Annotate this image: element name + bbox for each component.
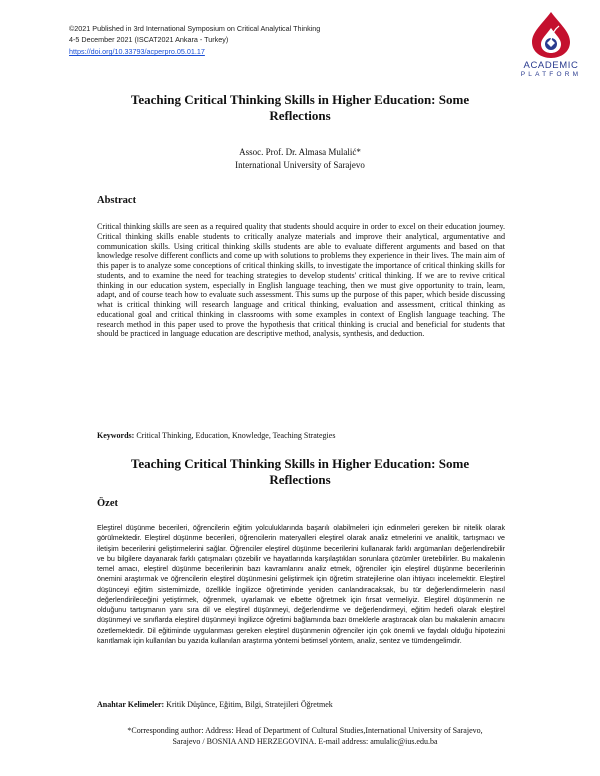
correspondence-line-1: *Corresponding author: Address: Head of Department of Cultural Studies,International University of Sarajevo, bbox=[127, 726, 483, 735]
keywords-en bbox=[97, 431, 517, 440]
keywords-tr-list: Kritik Düşünce, Eğitim, Bilgi, Stratejileri Öğretmek bbox=[166, 700, 333, 709]
abstract-text: Critical thinking skills are seen as a required quality that students should acquire in order to excel on their education journey. Critical thinking skills enable students to critically analyze materials and improve their analytical, argumentative and communication skills. Using critical thinking skills students are able to evaluate different arguments and based on that knowledge resolve different conflicts and come up with solutions to problems they experience in their lives. The main aim of this paper is to analyze some conceptions of critical thinking skills, to investigate the importance of critical thinking skills for students, and to examine the need for teaching strategies to develop students' critical thinking. If we are to revive critical thinking in our education system, especially in English language teaching, then we must give opportunity to train, learn, adapt, and of course teach how to evaluate such assessment. This sums up the purpose of this paper, which beside discussing what is critical thinking will research language and critical thinking, evaluation and assessment, critical thinking as educational goal and critical thinking in classrooms with some examples in context of English language teaching. The research method in this paper used to prove the hypothesis that critical thinking is crucial and beneficial for students that should be practiced in language education are descriptive method, analysis, synthesis, and deduction. bbox=[97, 222, 505, 339]
publication-line: ©2021 Published in 3rd International Symposium on Critical Analytical Thinking bbox=[69, 24, 321, 33]
author-name: Assoc. Prof. Dr. Almasa Mulalić* bbox=[239, 147, 361, 157]
author-affiliation: International University of Sarajevo bbox=[235, 160, 365, 170]
keywords-label: Keywords: bbox=[97, 431, 135, 440]
logo-text-academic: ACADEMIC bbox=[523, 60, 579, 71]
paper-title: Teaching Critical Thinking Skills in Higher Education: Some Reflections bbox=[130, 92, 470, 123]
publication-header bbox=[69, 24, 399, 58]
logo-emblem-icon bbox=[527, 10, 575, 60]
keywords-tr bbox=[97, 700, 517, 709]
ozet-heading: Özet bbox=[97, 498, 118, 509]
publication-dates: 4-5 December 2021 (ISCAT2021 Ankara - Turkey) bbox=[69, 34, 229, 44]
ozet-text: Eleştirel düşünme becerileri, öğrencilerin eğitim yolculuklarında başarılı olabilmeleri için edinmeleri gereken bir nitelik olarak görülmektedir. Eleştirel düşünme becerileri, öğrencilerin materyalleri eleştirel olarak analiz etmelerini ve analitik, tartışmacı ve iletişim becerilerini geliştirmelerini sağlar. Öğrenciler eleştirel düşünme becerilerini kullanarak farklı argümanları değerlendirebilir ve bu bilgilere dayanarak farklı çatışmaları çözebilir ve hayatlarında karşılaştıkları sorunlara çözümler üretebilirler. Bu makalenin temel amacı, eleştirel düşünme becerilerinin bazı kavramlarını analiz etmek, öğrenciler için eleştirel düşünme becerilerinin önemini araştırmak ve öğrencilerin eleştirel düşünmesini geliştirmek için öğretim stratejilerine olan ihtiyacı incelemektir. Eleştirel düşünceyi eğitim sistemimizde, özellikle İngilizce öğretiminde yeniden canlandıracaksak, bu tür değerlendirmelerin nasıl değerlendirileceğini yetiştirmek, öğrenmek, uyarlamak ve elbette öğretmek için fırsat vermeliyiz. Eleştirel düşünmenin ne olduğunu tartışmanın yanı sıra dil ve eleştirel düşünmeyi, değerlendirme ve değerlendirmeyi, eğitim hedefi olarak eleştirel düşünmeyi ve sınıflarda eleştirel düşünmeyi İngilizce öğretimi bağlamında bazı örneklerle araştıracak olan bu makalenin amacını özetlemektedir. Dil eğitiminde uygulanması gereken eleştirel düşünmenin öğrenciler için çok önemli ve faydalı olduğu hipotezini kanıtlamak için kullanılan bu yazıda kullanılan araştırma yöntemi betimsel yöntem, analiz, sentez ve tümdengelimdir. bbox=[97, 524, 505, 645]
author-block bbox=[150, 146, 450, 172]
logo-text-platform: PLATFORM bbox=[520, 71, 582, 78]
correspondence-line-2: Sarajevo / BOSNIA AND HERZEGOVINA. E-mail address: amulalic@ius.edu.ba bbox=[172, 737, 438, 746]
academic-platform-logo bbox=[508, 10, 594, 82]
keywords-list: Critical Thinking, Education, Knowledge, Teaching Strategies bbox=[136, 431, 336, 440]
doi-link[interactable]: https://doi.org/10.33793/acperpro.05.01.17 bbox=[69, 47, 205, 56]
keywords-tr-label: Anahtar Kelimeler: bbox=[97, 700, 165, 709]
paper-title-secondary: Teaching Critical Thinking Skills in Higher Education: Some Reflections bbox=[130, 456, 470, 487]
corresponding-author-note bbox=[75, 725, 535, 747]
abstract-heading: Abstract bbox=[97, 195, 137, 206]
